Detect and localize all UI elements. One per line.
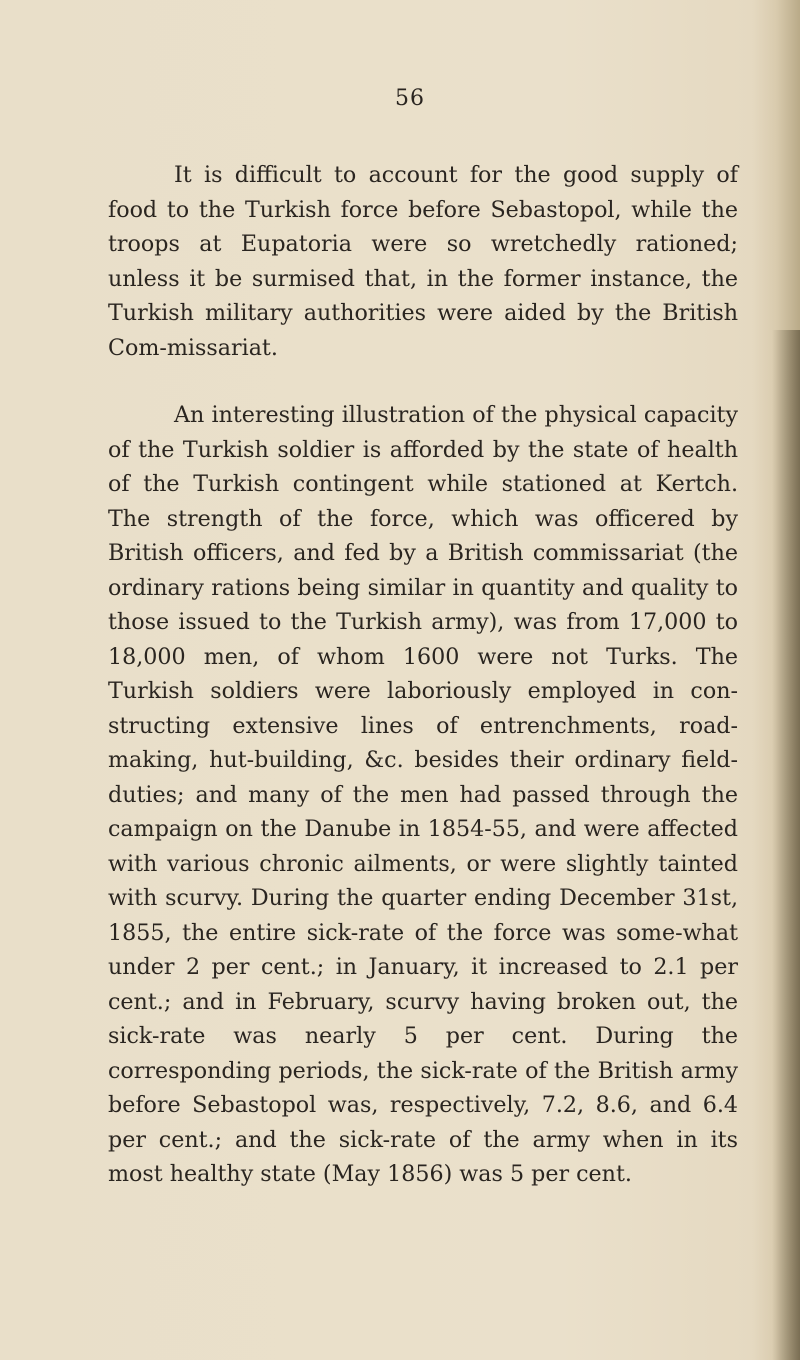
- page-number: 56: [395, 86, 425, 111]
- paragraph-kertch-health: An interesting illustration of the physical capacity of the Turkish soldier is afforded by the state of health of the Turkish contingent while stationed at Kertch. The strength of the force, which was officered by British officers, and fed by a British commissariat (the ordinary rations being similar in quantity and quality to those issued to the Turkish army), was from 17,000 to 18,000 men, of whom 1600 were not Turks. The Turkish soldiers were laboriously employed in con-structing extensive lines of entrenchments, road-making, hut-building, &c. besides their ordinary field-duties; and many of the men had passed through the campaign on the Danube in 1854-55, and were affected with various chronic ailments, or were slightly tainted with scurvy. During the quarter ending December 31st, 1855, the entire sick-rate of the force was some-what under 2 per cent.; in January, it increased to 2.1 per cent.; and in February, scurvy having broken out, the sick-rate was nearly 5 per cent. During the corresponding periods, the sick-rate of the British army before Sebastopol was, respectively, 7.2, 8.6, and 6.4 per cent.; and the sick-rate of the army when in its most healthy state (May 1856) was 5 per cent.: [108, 402, 738, 1187]
- page-edge-shadow: [772, 330, 800, 1360]
- paragraph-turkish-food-supply: It is difficult to account for the good supply of food to the Turkish force before Sebastopol, while the troops at Eupatoria were so wretchedly rationed; unless it be surmised that, in the former instance, the Turkish military authorities were aided by the British Com-missariat.: [108, 162, 738, 361]
